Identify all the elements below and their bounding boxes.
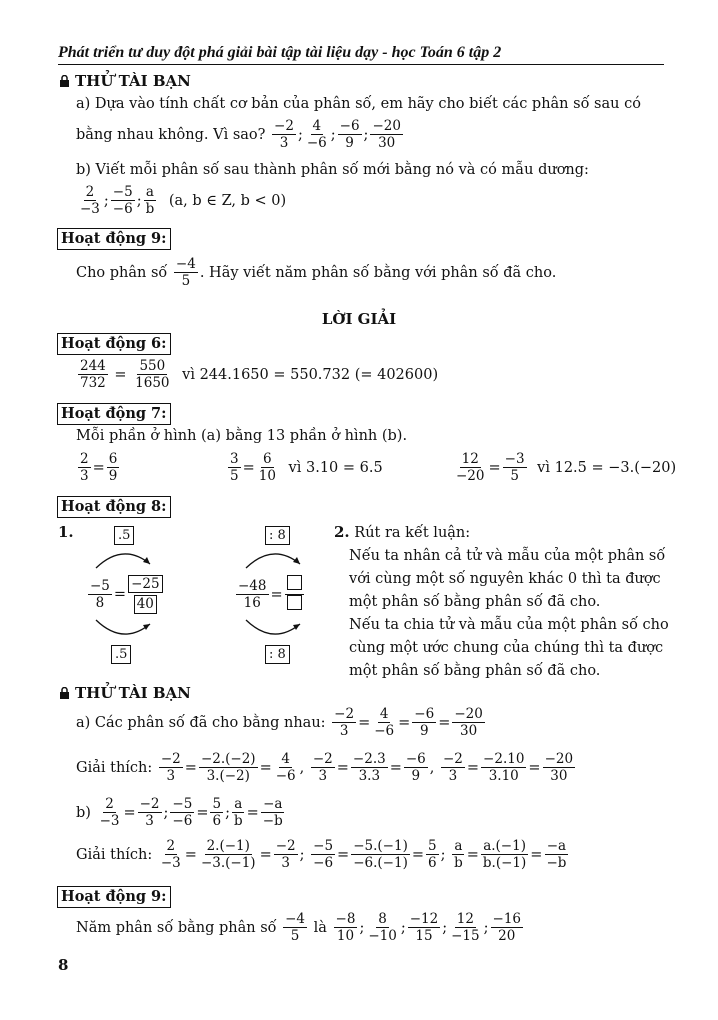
arrow-curve-bottom (238, 618, 308, 642)
fraction: $\frac{-a}{-b}$ (262, 796, 283, 829)
fraction: $\frac{-2.10}{3.10}$ (483, 751, 525, 784)
divisor-bottom: : 8 (265, 645, 290, 664)
text: là (313, 920, 327, 936)
fraction: $\frac{3}{5}$ (230, 451, 239, 484)
page-number: 8 (58, 956, 69, 974)
lock-icon (60, 75, 69, 87)
exercise-a-question: bằng nhau không. Vì sao? (76, 127, 266, 143)
fraction: $\frac{-2}{3}$ (275, 838, 296, 871)
exercise-a-text: a) Dựa vào tính chất cơ bản của phân số, em hãy cho biết các phân số sau có (76, 96, 641, 112)
fraction: $\frac{a}{b}$ (233, 796, 243, 829)
hd7-label: Hoạt động 7: (57, 403, 171, 425)
text: Giải thích: (76, 760, 153, 776)
explanation-b: Giải thích: $\frac{2}{-3}$ = $\frac{2.(-1)}{-3.(-1)}$ = $\frac{-2}{3}$ ; $\frac{-5}{-6}$ = $\frac{-5.(-1)}{-6.(-1)}$ = $\frac{5}{6}$ ; $\frac{a}{b}$ = $\frac{a.(-1)}{b.(-1)}$ = $\frac{-a}{-b}$ (76, 838, 567, 871)
fraction: $\frac{-2}{3}$ (274, 118, 294, 151)
diagram1-equation: $\frac{-5}{8}$ = $\frac{-25}{40}$ (86, 575, 165, 614)
fraction: $\frac{-6}{9}$ (405, 751, 426, 784)
fraction: $\frac{-2.(-2)}{3.(-2)}$ (200, 751, 256, 784)
conclusion-heading (334, 523, 470, 541)
arrow-curve-top (238, 546, 308, 570)
exercise-b-fractions: $\frac{2}{-3}$ ; $\frac{-5}{-6}$ ; $\frac{a}{b}$ (a, b ∈ Z, b < 0) (80, 184, 287, 217)
fraction: $\frac{-20}{30}$ (454, 706, 483, 739)
hd7-eq3: $\frac{12}{-20}$ = $\frac{-3}{5}$ vì 12.5 = −3.(−20) (456, 451, 677, 484)
blank-box (287, 595, 302, 610)
diagram2-equation: $\frac{-48}{16}$ = (234, 575, 306, 615)
fraction: $\frac{-2}{3}$ (334, 706, 355, 739)
fraction: $\frac{2}{-3}$ (80, 184, 100, 217)
arrow-curve-top (88, 546, 158, 570)
fraction: $\frac{-12}{15}$ (409, 911, 439, 944)
hd9-question-text (76, 256, 556, 290)
lock-icon (60, 687, 69, 699)
fraction: $\frac{-2}{3}$ (160, 751, 181, 784)
fraction: $\frac{550}{1650}$ (135, 358, 170, 391)
divisor-top: : 8 (265, 526, 290, 545)
fraction: $\frac{-2}{3}$ (139, 796, 160, 829)
section-title: THỬ TÀI BẠN (75, 72, 191, 90)
text: Rút ra kết luận: (354, 525, 471, 541)
exercise-b-text: b) Viết mỗi phân số sau thành phân số mới bằng nó và có mẫu dương: (76, 162, 589, 178)
fraction: $\frac{2}{-3}$ (160, 838, 181, 871)
fraction: $\frac{-5}{8}$ (90, 577, 110, 611)
fraction-blank (285, 575, 304, 615)
text: . Hãy viết năm phân số bằng với phân số đã cho. (199, 265, 557, 281)
fraction: $\frac{6}{10}$ (258, 451, 276, 484)
fraction: $\frac{5}{6}$ (428, 838, 437, 871)
blank-box (287, 575, 302, 590)
fraction: $\frac{-48}{16}$ (238, 578, 267, 611)
text: vì 3.10 = 6.5 (288, 460, 383, 476)
conclusion-para-2: Nếu ta chia tử và mẫu của một phân số cho cùng một ước chung của chúng thì ta được một phân số bằng phân số đã cho. (349, 617, 669, 679)
fraction: $\frac{2}{3}$ (80, 451, 89, 484)
fraction: $\frac{-5}{-6}$ (313, 838, 334, 871)
text: Cho phân số (76, 265, 168, 281)
fraction: $\frac{-20}{30}$ (544, 751, 574, 784)
fraction: $\frac{-6}{9}$ (339, 118, 360, 151)
condition: (a, b ∈ Z, b < 0) (168, 193, 287, 209)
hd8-label: Hoạt động 8: (57, 496, 171, 518)
explanation-a: Giải thích: $\frac{-2}{3}$ = $\frac{-2.(-2)}{3.(-2)}$ = $\frac{4}{-6}$ , $\frac{-2}{3}$ = $\frac{-2.3}{3.3}$ = $\frac{-6}{9}$ , $\frac{-2}{3}$ = $\frac{-2.10}{3.10}$ = $\frac{-20}{30}$ (76, 751, 574, 784)
section-thu-tai-ban-2 (60, 684, 191, 702)
fraction: $\frac{a}{b}$ (454, 838, 463, 871)
multiplier-bottom: .5 (111, 645, 131, 664)
fraction: $\frac{4}{-6}$ (275, 751, 296, 784)
fraction: $\frac{a.(-1)}{b.(-1)}$ (482, 838, 527, 871)
answer-a: a) Các phân số đã cho bằng nhau: $\frac{-2}{3}$ = $\frac{4}{-6}$ = $\frac{-6}{9}$ = $\frac{-20}{30}$ (76, 706, 483, 739)
page-header: Phát triển tư duy đột phá giải bài tập tài liệu dạy - học Toán 6 tập 2 (58, 44, 664, 65)
fraction: $\frac{-16}{20}$ (492, 911, 522, 944)
hd9-answer-label: Hoạt động 9: (57, 886, 171, 908)
hd7-eq2: $\frac{3}{5}$ = $\frac{6}{10}$ vì 3.10 = 6.5 (230, 451, 383, 484)
fraction: $\frac{244}{732}$ (80, 358, 106, 391)
fraction: $\frac{4}{-6}$ (374, 706, 395, 739)
section-title: THỬ TÀI BẠN (75, 684, 191, 702)
fraction: $\frac{2.(-1)}{-3.(-1)}$ (200, 838, 256, 871)
fraction-boxed: $\frac{-25}{40}$ (128, 575, 163, 614)
fraction: $\frac{12}{-20}$ (456, 451, 485, 484)
solution-title: LỜI GIẢI (321, 310, 397, 328)
fraction: $\frac{-6}{9}$ (414, 706, 435, 739)
fraction: $\frac{a}{b}$ (145, 184, 155, 217)
hd9-answer: Năm phân số bằng phân số $\frac{-4}{5}$ là $\frac{-8}{10}$ ; $\frac{8}{-10}$ ; $\frac{-12}{15}$ ; $\frac{12}{-15}$ ; $\frac{-16}{20}$ (76, 911, 522, 944)
fraction: $\frac{2}{-3}$ (99, 796, 120, 829)
fraction: $\frac{-2}{3}$ (442, 751, 463, 784)
text: Năm phân số bằng phân số (76, 920, 277, 936)
hd7-eq1: $\frac{2}{3}$ = $\frac{6}{9}$ (80, 451, 118, 484)
fraction: $\frac{8}{-10}$ (368, 911, 397, 944)
fraction: $\frac{-4}{5}$ (175, 256, 196, 289)
hd9-question-label: Hoạt động 9: (57, 228, 171, 250)
fraction: $\frac{-5}{-6}$ (112, 184, 133, 217)
conclusion-para-1: Nếu ta nhân cả tử và mẫu của một phân số với cùng một số nguyên khác 0 thì ta được một phân số bằng phân số đã cho. (349, 548, 666, 610)
text: Giải thích: (76, 847, 153, 863)
fraction: $\frac{5}{6}$ (212, 796, 222, 829)
text: a) Các phân số đã cho bằng nhau: (76, 715, 326, 731)
answer-b: b) $\frac{2}{-3}$ = $\frac{-2}{3}$ ; $\frac{-5}{-6}$ = $\frac{5}{6}$ ; $\frac{a}{b}$ = $\frac{-a}{-b}$ (76, 796, 283, 829)
text: b) (76, 805, 91, 821)
arrow-curve-bottom (88, 618, 158, 642)
exercise-a-line2: bằng nhau không. Vì sao? $\frac{-2}{3}$ ; $\frac{4}{-6}$ ; $\frac{-6}{9}$ ; $\frac{-20}{30}$ (76, 118, 401, 151)
text: vì 244.1650 = 550.732 (= 402600) (182, 367, 439, 383)
fraction: $\frac{-8}{10}$ (335, 911, 356, 944)
fraction: $\frac{-2}{3}$ (312, 751, 333, 784)
hd6-label: Hoạt động 6: (57, 333, 171, 355)
fraction: $\frac{-5.(-1)}{-6.(-1)}$ (353, 838, 408, 871)
hd7-text: Mỗi phần ở hình (a) bằng 13 phần ở hình (b). (76, 428, 408, 444)
fraction: $\frac{-5}{-6}$ (172, 796, 193, 829)
hd6-content: $\frac{244}{732}$ = $\frac{550}{1650}$ vì 244.1650 = 550.732 (= 402600) (80, 358, 439, 391)
hd8-part1-number: 1. (58, 523, 74, 541)
fraction: $\frac{4}{-6}$ (306, 118, 327, 151)
fraction: $\frac{12}{-15}$ (451, 911, 480, 944)
fraction: $\frac{-2.3}{3.3}$ (352, 751, 386, 784)
fraction: $\frac{-a}{-b}$ (546, 838, 567, 871)
fraction: $\frac{-3}{5}$ (504, 451, 525, 484)
multiplier-top: .5 (114, 526, 134, 545)
fraction: $\frac{6}{9}$ (108, 451, 118, 484)
fraction: $\frac{-4}{5}$ (285, 911, 306, 944)
text: vì 12.5 = −3.(−20) (537, 460, 677, 476)
fraction: $\frac{-20}{30}$ (372, 118, 401, 151)
part-number: 2. (334, 523, 350, 541)
section-thu-tai-ban-1 (60, 72, 191, 90)
